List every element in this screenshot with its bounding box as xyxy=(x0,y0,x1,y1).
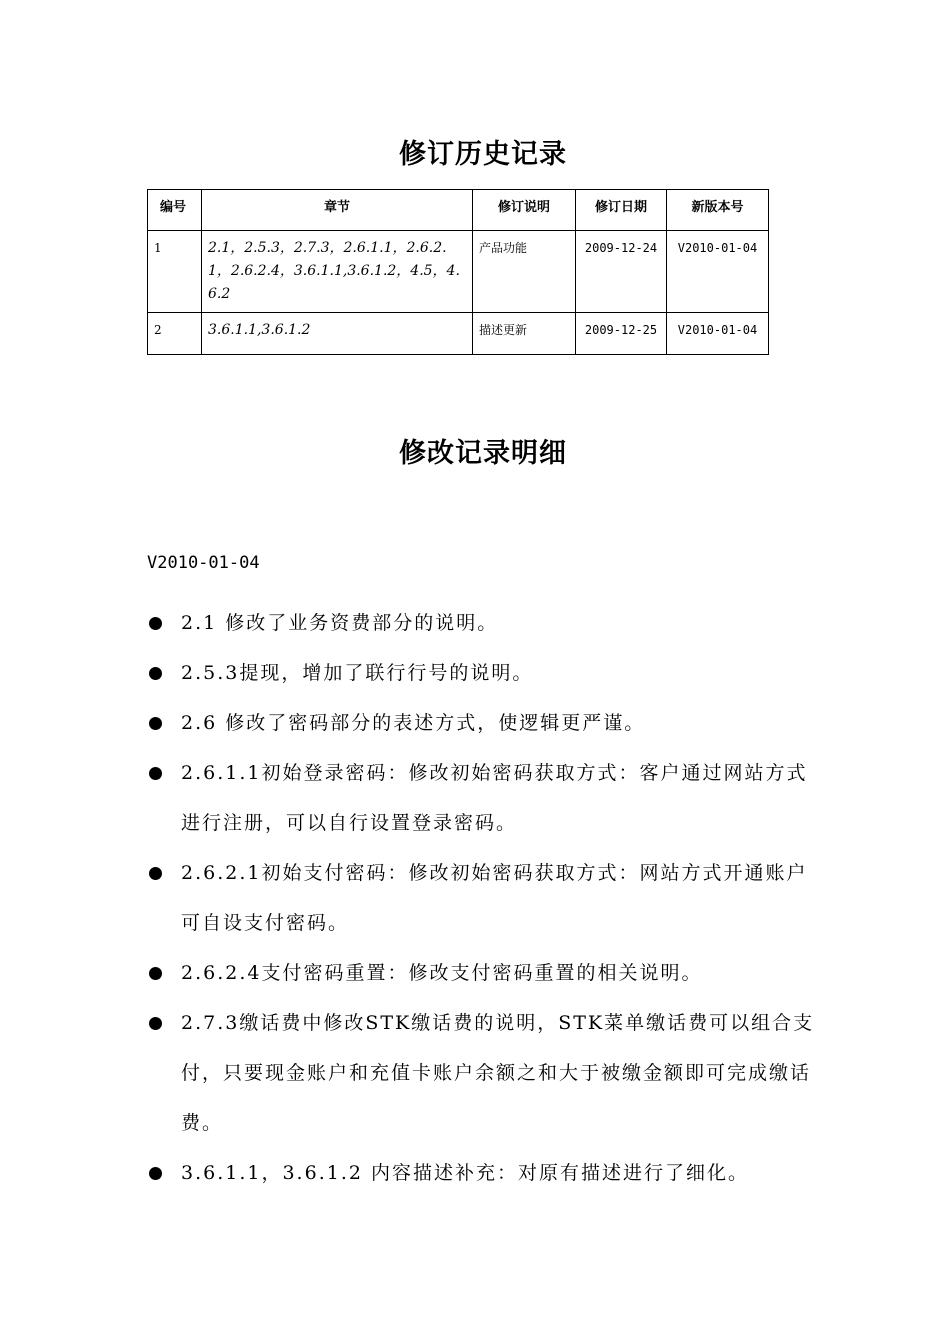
row-version: V2010-01-04 xyxy=(667,231,769,313)
bullet-icon xyxy=(149,1167,162,1180)
header-sections: 章节 xyxy=(202,190,473,231)
row-date: 2009-12-24 xyxy=(576,231,667,313)
list-item xyxy=(147,648,827,698)
change-list xyxy=(147,598,827,1198)
row-date: 2009-12-25 xyxy=(576,313,667,355)
row-sections: 2.1，2.5.3，2.7.3，2.6.1.1，2.6.2.1，2.6.2.4，3.6.1.1,3.6.1.2，4.5，4.6.2 xyxy=(202,231,473,313)
row-no: 2 xyxy=(148,313,202,355)
bullet-icon xyxy=(149,967,162,980)
list-item xyxy=(147,998,827,1148)
list-item xyxy=(147,598,827,648)
list-item xyxy=(147,1148,827,1198)
header-version: 新版本号 xyxy=(667,190,769,231)
row-description: 产品功能 xyxy=(473,231,576,313)
bullet-icon xyxy=(149,667,162,680)
list-item-text: 2.6.2.1初始支付密码：修改初始密码获取方式：网站方式开通账户可自设支付密码。 xyxy=(181,862,808,934)
list-item-text: 2.5.3提现，增加了联行行号的说明。 xyxy=(181,662,534,684)
change-details-title: 修改记录明细 xyxy=(399,438,567,469)
list-item xyxy=(147,698,827,748)
row-description: 描述更新 xyxy=(473,313,576,355)
list-item-text: 2.6.2.4支付密码重置：修改支付密码重置的相关说明。 xyxy=(181,962,703,984)
list-item xyxy=(147,948,827,998)
header-no: 编号 xyxy=(148,190,202,231)
row-sections: 3.6.1.1,3.6.1.2 xyxy=(202,313,473,355)
bullet-icon xyxy=(149,1017,162,1030)
list-item-text: 2.6.1.1初始登录密码：修改初始密码获取方式：客户通过网站方式进行注册，可以自行设置登录密码。 xyxy=(181,762,808,834)
row-version: V2010-01-04 xyxy=(667,313,769,355)
revision-history-table xyxy=(147,189,769,355)
header-date: 修订日期 xyxy=(576,190,667,231)
table-row xyxy=(148,313,769,355)
bullet-icon xyxy=(149,767,162,780)
version-label: V2010-01-04 xyxy=(147,553,260,573)
table-header-row xyxy=(148,190,769,231)
row-no: 1 xyxy=(148,231,202,313)
header-description: 修订说明 xyxy=(473,190,576,231)
list-item xyxy=(147,748,827,848)
list-item xyxy=(147,848,827,948)
list-item-text: 3.6.1.1，3.6.1.2 内容描述补充：对原有描述进行了细化。 xyxy=(181,1162,749,1184)
table-row xyxy=(148,231,769,313)
list-item-text: 2.1 修改了业务资费部分的说明。 xyxy=(181,612,499,634)
list-item-text: 2.6 修改了密码部分的表述方式，使逻辑更严谨。 xyxy=(181,712,646,734)
bullet-icon xyxy=(149,717,162,730)
revision-history-title: 修订历史记录 xyxy=(399,139,567,170)
bullet-icon xyxy=(149,617,162,630)
list-item-text: 2.7.3缴话费中修改STK缴话费的说明，STK菜单缴话费可以组合支付，只要现金账户和充值卡账户余额之和大于被缴金额即可完成缴话费。 xyxy=(181,1012,815,1134)
bullet-icon xyxy=(149,867,162,880)
